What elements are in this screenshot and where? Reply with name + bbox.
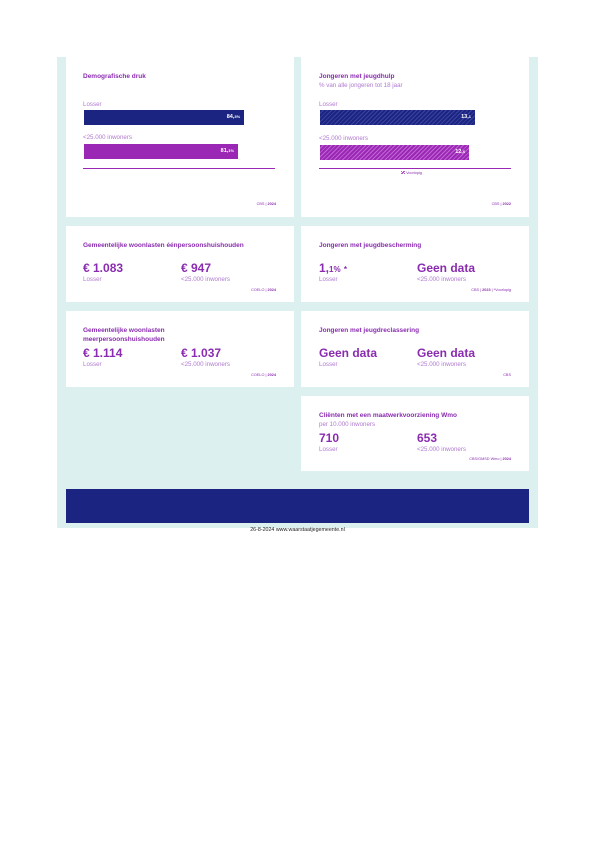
bar-value: 81,1%: [220, 148, 235, 154]
reference-label: <25.000 inwoners: [181, 276, 231, 283]
losser-label: Losser: [83, 276, 102, 283]
card-subtitle: per 10.000 inwoners: [319, 421, 376, 428]
baseline: [83, 168, 275, 169]
source-label: COELO | 2024: [251, 288, 276, 292]
hatch-swatch-icon: [401, 171, 405, 174]
reference-label: <25.000 inwoners: [417, 361, 467, 368]
losser-value: € 1.083: [83, 261, 124, 275]
card-jeugdreclassering: [301, 311, 529, 387]
reference-value: € 947: [181, 261, 212, 275]
source-label: CBS/GMSD Wmo | 2024: [469, 457, 511, 461]
source-label: CBS | 2023 | *Voorlopig: [471, 288, 511, 292]
card-title: Gemeentelijke woonlasten éénpersoonshuishouden: [83, 242, 244, 249]
reference-label: <25.000 inwoners: [181, 361, 231, 368]
reference-label: <25.000 inwoners: [417, 276, 467, 283]
card-woonlasten-meerpersoons: [66, 311, 294, 387]
card-title: Cliënten met een maatwerkvoorziening Wmo: [319, 412, 457, 419]
footer-banner: [66, 489, 529, 523]
row-label-reference: <25.000 inwoners: [319, 135, 369, 142]
reference-value: € 1.037: [181, 346, 222, 360]
source-label: COELO | 2024: [251, 373, 276, 377]
bar-value: 84,3%: [226, 114, 241, 120]
card-jeugdhulp: [301, 57, 529, 217]
reference-value: Geen data: [417, 346, 476, 360]
card-subtitle: % van alle jongeren tot 18 jaar: [319, 82, 403, 89]
losser-label: Losser: [319, 361, 338, 368]
reference-value: Geen data: [417, 261, 476, 275]
legend-voorlopig: Voorlopig: [401, 171, 422, 176]
row-label-losser: Losser: [319, 101, 338, 108]
page-footer: 26-8-2024 www.waarstaatjegemeente.nl: [250, 527, 345, 533]
card-wmo: [301, 396, 529, 471]
losser-value: 1,1% *: [319, 261, 348, 275]
reference-label: <25.000 inwoners: [417, 446, 467, 453]
losser-value: 710: [319, 431, 340, 445]
bar-reference: [320, 145, 469, 160]
losser-label: Losser: [319, 276, 338, 283]
card-jeugdbescherming: [301, 226, 529, 302]
bar-losser: [320, 110, 475, 125]
card-title-line1: Gemeentelijke woonlasten: [83, 327, 165, 334]
bar-losser: [84, 110, 244, 125]
source-label: CBS | 2024: [256, 202, 276, 206]
bar-value: 13,1: [461, 114, 471, 120]
bar-value: 12,6: [455, 149, 466, 155]
card-title-line2: meerpersoonshuishouden: [83, 336, 165, 343]
source-label: CBS: [503, 373, 511, 377]
baseline: [319, 168, 511, 169]
source-label: CBS | 2022: [491, 202, 511, 206]
card-title: Jongeren met jeugdhulp: [319, 73, 395, 80]
losser-label: Losser: [319, 446, 338, 453]
bar-reference: [84, 144, 238, 159]
reference-value: 653: [417, 431, 438, 445]
losser-value: Geen data: [319, 346, 378, 360]
card-title: Jongeren met jeugdbescherming: [319, 242, 422, 249]
card-title: Demografische druk: [83, 73, 146, 80]
row-label-losser: Losser: [83, 101, 102, 108]
card-title: Jongeren met jeugdreclassering: [319, 327, 420, 334]
card-demografische-druk: [66, 57, 294, 217]
card-woonlasten-eenpersoons: [66, 226, 294, 302]
row-label-reference: <25.000 inwoners: [83, 134, 133, 141]
losser-value: € 1.114: [83, 346, 123, 360]
losser-label: Losser: [83, 361, 102, 368]
